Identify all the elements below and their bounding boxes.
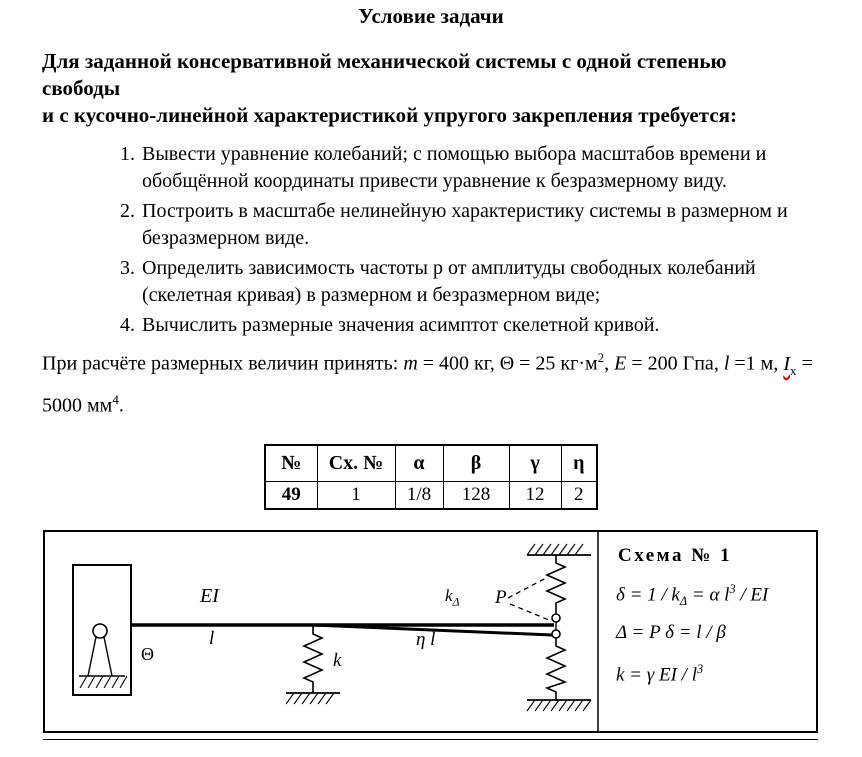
var-E: E [614,352,627,375]
table-value-row [265,482,597,510]
formula-k-sup: 3 [696,662,704,677]
superscript-2: 2 [597,350,605,365]
formula-delta-mid: = α l [687,584,730,606]
header-alpha: α [395,445,443,482]
params-paragraph [42,343,820,420]
value-eta: 2 [561,482,597,510]
table-header-row [265,445,597,482]
value-gamma: 12 [509,482,561,510]
page-title: Условие задачи [358,4,504,28]
label-eta-l: η l [416,629,436,651]
label-l: l [209,628,215,650]
label-k-delta [445,586,460,611]
superscript-4: 4 [112,391,119,407]
parameters-table [264,444,598,510]
label-theta: Θ [141,644,154,665]
header-beta: β [443,445,509,482]
formula-delta-sub: Δ [679,594,688,609]
intro-line-3: и с кусочно-линейной характеристикой упругого закрепления требуется: [42,103,737,127]
value-scheme-number: 1 [317,482,395,510]
params-text: = 5000 мм [42,352,813,417]
label-k-delta-sub: Δ [452,594,460,609]
params-text: . [118,394,124,417]
formula-delta [616,582,768,609]
value-number: 49 [265,482,317,510]
formula-k-pre: k = γ EI / l [616,664,697,686]
var-l: l [723,352,730,375]
var-m: m [403,352,418,375]
var-Ix-spellcheck [783,352,797,378]
top-spring [527,544,591,614]
params-text: = 200 Гпа, [626,352,724,375]
header-eta: η [561,445,597,482]
label-P: P [495,587,507,609]
label-EI: EI [200,585,219,608]
leader-lines [508,578,549,620]
formula-delta-sup: 3 [729,582,736,597]
intro-line-2: свободы [42,76,121,100]
params-text: При расчёте размерных величин принять: [42,352,404,375]
params-text: =1 м, [729,352,784,375]
params-text: = 400 кг, Θ = 25 кг·м [417,352,598,375]
task-list [42,141,820,339]
left-support-box [73,565,131,695]
formula-capital-delta: Δ = P δ = l / β [616,622,726,644]
task-item-3: 3. Определить зависимость частоты p от амплитуды свободных колебаний (скелетная кривая) в размерном и безразмерном виде; [140,255,820,309]
task-item-1: 1. Вывести уравнение колебаний; с помощью выбора масштабов времени и обобщённой координаты привести уравнение к безразмерному виду. [140,141,820,195]
bottom-spring [527,638,591,711]
intro-line-1: Для заданной консервативной механической системы с одной степенью [42,49,727,73]
header-number: № [265,445,317,482]
value-beta: 128 [443,482,509,510]
middle-spring [286,625,340,704]
value-alpha: 1/8 [395,482,443,510]
intro-paragraph [42,48,820,129]
label-k-delta-base: k [445,586,453,606]
bottom-rule [43,739,818,740]
subscript-x: x [789,362,797,378]
formula-delta-post: / EI [735,584,769,606]
header-gamma: γ [509,445,561,482]
scheme-title: Схема № 1 [618,545,733,567]
task-item-4: 4. Вычислить размерные значения асимптот скелетной кривой. [140,312,820,339]
formula-delta-pre: δ = 1 / k [616,584,680,606]
scheme-figure [43,530,818,733]
var-I: I [783,352,790,375]
params-text: , [604,352,615,375]
formula-k [616,662,703,686]
label-k: k [333,650,342,672]
header-scheme-number: Сх. № [317,445,395,482]
task-item-2: 2. Построить в масштабе нелинейную характеристику системы в размерном и безразмерном виде. [140,198,820,252]
